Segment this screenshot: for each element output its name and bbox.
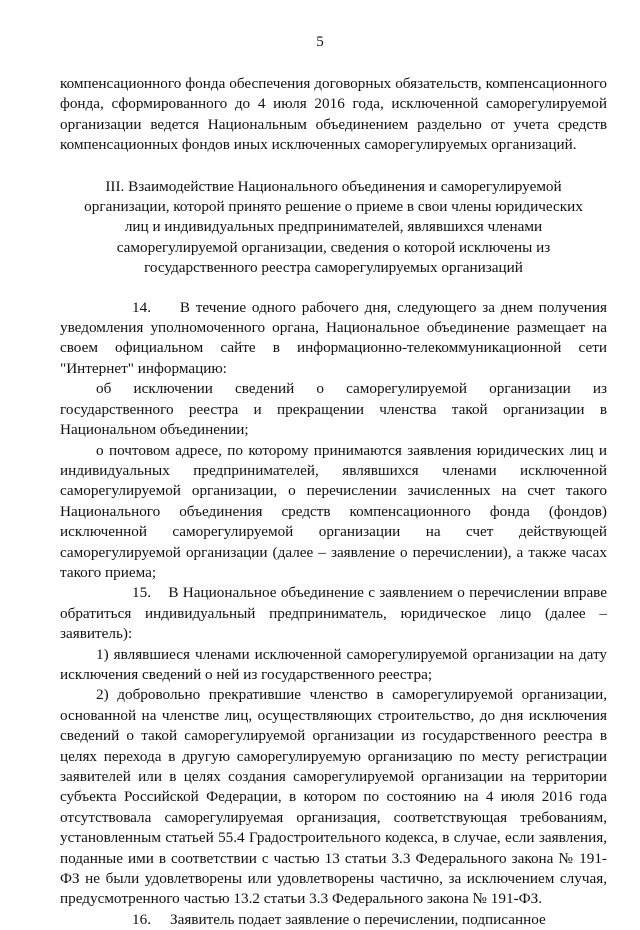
paragraph-15 [60, 583, 607, 644]
paragraph-14-item-1: об исключении сведений о саморегулируемой организации из государственного реестра и прекращении членства такой организации в Национальном объединении; [60, 380, 607, 439]
intro-paragraph: компенсационного фонда обеспечения договорных обязательств, компенсационного фонда, сформированного до 4 июля 2016 года, исключенной саморегулируемой организации ведется Национальным объединением раздельно от учета средств компенсационных фондов иных исключенных саморегулируемых организаций. [60, 75, 607, 154]
paragraph-14 [60, 298, 607, 380]
paragraph-15-number: 15. [132, 584, 151, 602]
paragraph-15-text: В Национальное объединение с заявлением о перечислении вправе обратиться индивидуальный предприниматель, юридическое лицо (далее – заявитель): [60, 584, 608, 643]
paragraph-14-text: В течение одного рабочего дня, следующего за днем получения уведомления уполномоченного органа, Национальное объединение размещает на своем официальном сайте в информационно-телекоммуникационной сети "Интернет" информацию: [60, 298, 607, 377]
paragraph-14-number: 14. [132, 298, 151, 316]
document-body [60, 74, 607, 930]
paragraph-16-number: 16. [132, 910, 151, 928]
paragraph-15-item-1: 1) являвшиеся членами исключенной саморегулируемой организации на дату исключения сведений о ней из государственного реестра; [60, 645, 607, 683]
section-heading: III. Взаимодействие Национального объединения и саморегулируемой организации, которой принято решение о приеме в свои члены юридических лиц и индивидуальных предпринимателей, являвшихся членами саморегулируемой организации, сведения о которой исключены из государственного реестра саморегулируемых организаций [84, 177, 583, 277]
paragraph-15-item-2: 2) добровольно прекратившие членство в саморегулируемой организации, основанной на членстве лиц, осуществляющих строительство, до дня исключения сведений о такой саморегулируемой организации из государственного реестра в целях перехода в другую саморегулируемую организацию по месту регистрации заявителей или в целях создания саморегулируемой организации на территории субъекта Российской Федерации, в котором по состоянию на 4 июля 2016 года отсутствовала саморегулируемая организация, соответствующая требованиям, установленным статьей 55.4 Градостроительного кодекса, в случае, если заявления, поданные ими в соответствии с частью 13 статьи 3.3 Федерального закона № 191-ФЗ не были удовлетворены или удовлетворены частично, за исключением случая, предусмотренного частью 13.2 статьи 3.3 Федерального закона № 191-ФЗ. [60, 686, 607, 908]
page-number: 5 [316, 34, 324, 50]
paragraph-16-text: Заявитель подает заявление о перечислении, подписанное [169, 910, 546, 928]
paragraph-14-item-2: о почтовом адресе, по которому принимаются заявления юридических лиц и индивидуальных предпринимателей, являвшихся членами исключенной саморегулируемой организации, о перечислении зачисленных на счет такого Национального объединения средств компенсационного фонда (фондов) исключенной саморегулируемой организации на счет действующей саморегулируемой организации (далее – заявление о перечислении), а также часах такого приема; [60, 441, 607, 581]
paragraph-16 [60, 910, 607, 930]
